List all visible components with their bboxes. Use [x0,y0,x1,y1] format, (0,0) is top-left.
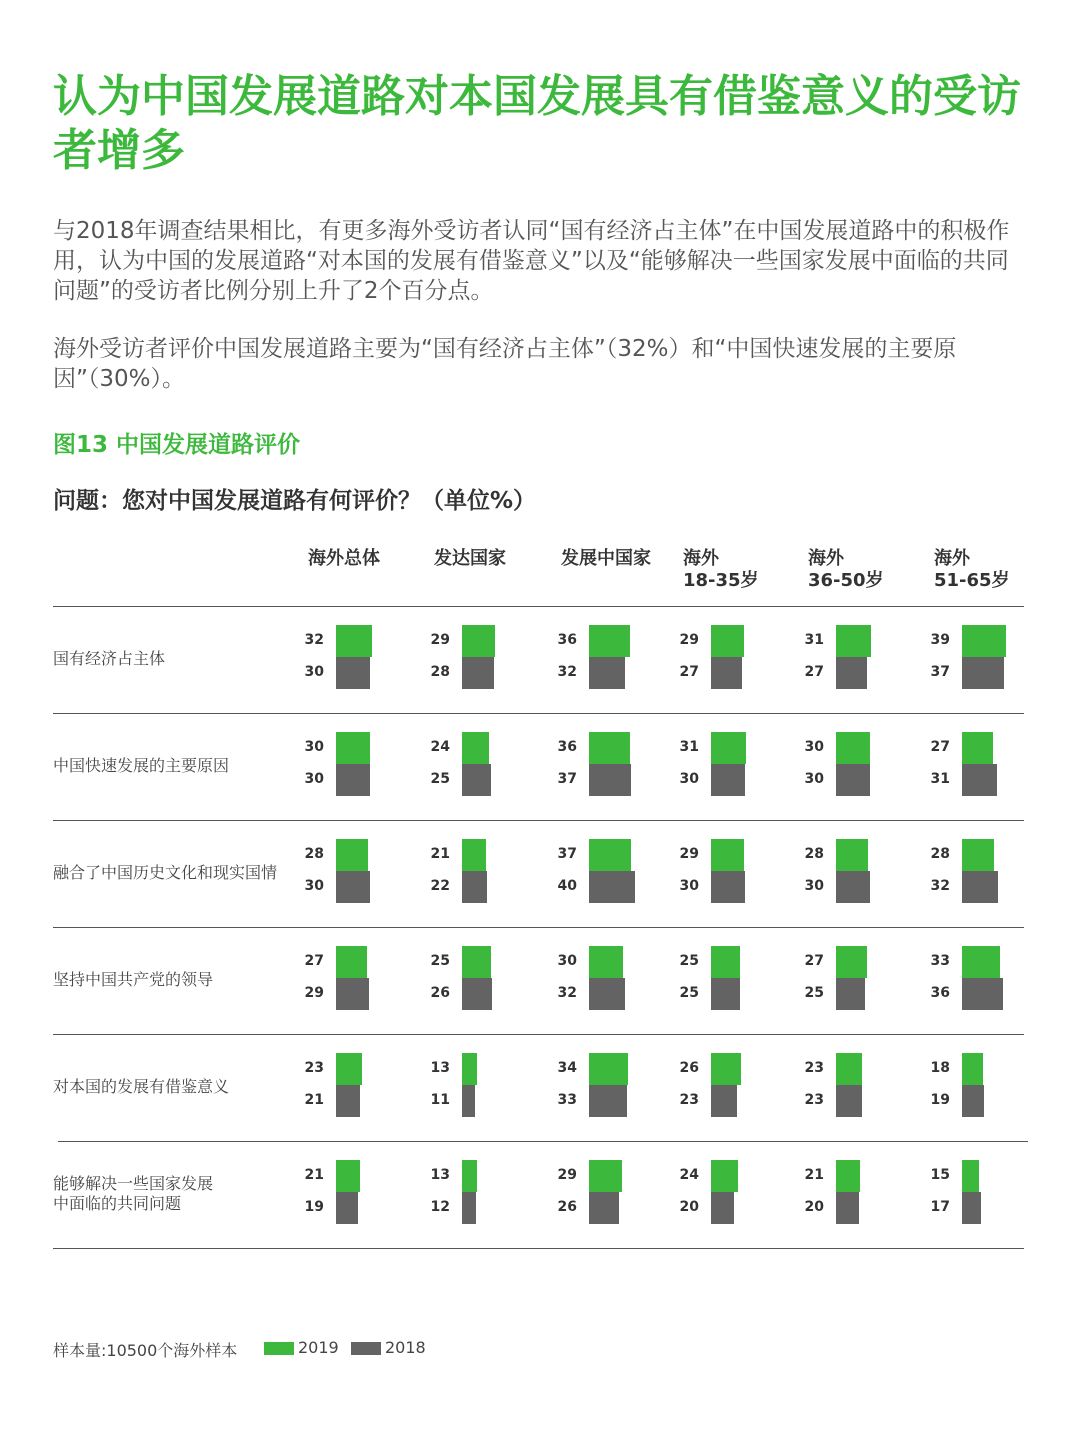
value-label-2019-r1-c4: 30 [804,739,824,755]
value-label-2018-r0-c5: 37 [930,664,950,680]
bar-2019-r2-c0 [336,839,368,871]
value-label-2018-r2-c4: 30 [804,878,824,894]
bar-2018-r2-c2 [589,871,635,903]
bar-2019-r0-c2 [589,625,630,657]
value-label-2018-r3-c2: 32 [557,985,577,1001]
page-title: 认为中国发展道路对本国发展具有借鉴意义的受访者增多 [53,71,1021,176]
value-label-2018-r4-c0: 21 [304,1092,324,1108]
bar-2018-r0-c4 [836,657,867,689]
value-label-2019-r3-c1: 25 [430,953,450,969]
value-label-2019-r4-c5: 18 [930,1060,950,1076]
bar-2018-r5-c5 [962,1192,981,1224]
value-label-2019-r2-c4: 28 [804,846,824,862]
value-label-2018-r5-c3: 20 [679,1199,699,1215]
separator-2 [53,927,1024,928]
value-label-2018-r0-c1: 28 [430,664,450,680]
bar-2018-r5-c0 [336,1192,358,1224]
value-label-2019-r5-c3: 24 [679,1167,699,1183]
value-label-2018-r2-c0: 30 [304,878,324,894]
value-label-2019-r1-c3: 31 [679,739,699,755]
bar-2018-r5-c3 [711,1192,734,1224]
value-label-2019-r3-c5: 33 [930,953,950,969]
value-label-2018-r4-c1: 11 [430,1092,450,1108]
value-label-2018-r0-c4: 27 [804,664,824,680]
value-label-2019-r1-c1: 24 [430,739,450,755]
bar-2019-r2-c2 [589,839,631,871]
separator-0 [53,713,1024,714]
bar-2018-r5-c1 [462,1192,476,1224]
bar-2019-r3-c3 [711,946,740,978]
value-label-2018-r0-c3: 27 [679,664,699,680]
value-label-2019-r2-c2: 37 [557,846,577,862]
bar-2018-r0-c1 [462,657,494,689]
value-label-2019-r5-c1: 13 [430,1167,450,1183]
value-label-2019-r5-c5: 15 [930,1167,950,1183]
column-header-4: 海外 36-50岁 [808,548,884,591]
value-label-2018-r5-c5: 17 [930,1199,950,1215]
value-label-2018-r3-c1: 26 [430,985,450,1001]
value-label-2019-r4-c0: 23 [304,1060,324,1076]
value-label-2019-r0-c4: 31 [804,632,824,648]
value-label-2018-r4-c2: 33 [557,1092,577,1108]
bar-2018-r2-c5 [962,871,998,903]
bar-2019-r5-c1 [462,1160,477,1192]
bar-2018-r4-c5 [962,1085,984,1117]
value-label-2018-r2-c1: 22 [430,878,450,894]
bar-2019-r0-c3 [711,625,744,657]
value-label-2019-r4-c2: 34 [557,1060,577,1076]
value-label-2018-r1-c4: 30 [804,771,824,787]
value-label-2019-r1-c0: 30 [304,739,324,755]
value-label-2018-r1-c1: 25 [430,771,450,787]
bar-2018-r0-c0 [336,657,370,689]
bar-2019-r0-c5 [962,625,1006,657]
column-header-3: 海外 18-35岁 [683,548,759,591]
bar-2019-r3-c4 [836,946,867,978]
bar-2019-r4-c4 [836,1053,862,1085]
bar-2019-r5-c4 [836,1160,860,1192]
value-label-2018-r1-c2: 37 [557,771,577,787]
legend-label-2018: 2018 [385,1338,426,1357]
column-header-1: 发达国家 [434,548,506,569]
legend-swatch-2018 [351,1342,381,1355]
value-label-2019-r3-c0: 27 [304,953,324,969]
value-label-2019-r3-c3: 25 [679,953,699,969]
bar-2019-r4-c2 [589,1053,628,1085]
bar-2018-r3-c2 [589,978,625,1010]
bar-2018-r2-c0 [336,871,370,903]
intro-paragraph: 与2018年调查结果相比，有更多海外受访者认同“国有经济占主体”在中国发展道路中的积极作用，认为中国的发展道路“对本国的发展有借鉴意义”以及“能够解决一些国家发展中面临的共同问题”的受访者比例分别上升了2个百分点。 [53,218,1010,304]
bar-2019-r1-c0 [336,732,370,764]
separator-5 [53,1248,1024,1249]
value-label-2018-r4-c4: 23 [804,1092,824,1108]
value-label-2019-r4-c4: 23 [804,1060,824,1076]
bar-2019-r4-c3 [711,1053,741,1085]
bar-2018-r0-c3 [711,657,742,689]
bar-2018-r3-c0 [336,978,369,1010]
value-label-2018-r5-c0: 19 [304,1199,324,1215]
value-label-2019-r0-c2: 36 [557,632,577,648]
value-label-2019-r2-c1: 21 [430,846,450,862]
row-label-0: 国有经济占主体 [53,649,166,668]
bar-2019-r5-c2 [589,1160,622,1192]
value-label-2019-r4-c1: 13 [430,1060,450,1076]
row-label-1: 中国快速发展的主要原因 [53,756,230,775]
bar-2019-r3-c1 [462,946,491,978]
bar-2019-r5-c3 [711,1160,738,1192]
bar-2018-r1-c4 [836,764,870,796]
bar-2019-r2-c5 [962,839,994,871]
summary-paragraph: 海外受访者评价中国发展道路主要为“国有经济占主体”（32%）和“中国快速发展的主要原因”（30%）。 [53,336,957,392]
value-label-2019-r4-c3: 26 [679,1060,699,1076]
value-label-2019-r0-c0: 32 [304,632,324,648]
value-label-2019-r2-c5: 28 [930,846,950,862]
separator-4 [58,1141,1028,1142]
bar-2018-r1-c1 [462,764,491,796]
bar-2019-r1-c4 [836,732,870,764]
bar-2018-r0-c5 [962,657,1004,689]
value-label-2019-r5-c2: 29 [557,1167,577,1183]
column-header-2: 发展中国家 [561,548,651,569]
bar-2019-r5-c0 [336,1160,360,1192]
value-label-2019-r2-c3: 29 [679,846,699,862]
bar-2018-r0-c2 [589,657,625,689]
bar-2018-r4-c4 [836,1085,862,1117]
value-label-2018-r3-c0: 29 [304,985,324,1001]
bar-2019-r1-c3 [711,732,746,764]
bar-2018-r4-c3 [711,1085,737,1117]
bar-2019-r0-c4 [836,625,871,657]
bar-2019-r2-c1 [462,839,486,871]
separator-top [53,606,1024,607]
bar-2019-r4-c0 [336,1053,362,1085]
bar-2018-r1-c3 [711,764,745,796]
bar-2019-r5-c5 [962,1160,979,1192]
bar-2018-r4-c1 [462,1085,475,1117]
value-label-2019-r5-c0: 21 [304,1167,324,1183]
value-label-2019-r5-c4: 21 [804,1167,824,1183]
bar-2018-r2-c1 [462,871,487,903]
value-label-2018-r1-c0: 30 [304,771,324,787]
value-label-2019-r3-c4: 27 [804,953,824,969]
row-label-4: 对本国的发展有借鉴意义 [53,1077,230,1096]
bar-2018-r4-c2 [589,1085,627,1117]
value-label-2018-r0-c2: 32 [557,664,577,680]
value-label-2018-r5-c2: 26 [557,1199,577,1215]
bar-2018-r3-c5 [962,978,1003,1010]
value-label-2018-r5-c4: 20 [804,1199,824,1215]
bar-2019-r3-c2 [589,946,623,978]
value-label-2018-r5-c1: 12 [430,1199,450,1215]
bar-2019-r2-c4 [836,839,868,871]
sample-size-note: 样本量:10500个海外样本 [53,1341,238,1360]
bar-2018-r5-c4 [836,1192,859,1224]
value-label-2018-r1-c3: 30 [679,771,699,787]
separator-1 [53,820,1024,821]
row-label-3: 坚持中国共产党的领导 [53,970,214,989]
value-label-2019-r0-c3: 29 [679,632,699,648]
value-label-2019-r0-c1: 29 [430,632,450,648]
bar-2019-r2-c3 [711,839,744,871]
chart-question: 问题：您对中国发展道路有何评价？（单位%） [53,488,537,514]
bar-2018-r3-c4 [836,978,865,1010]
bar-2018-r3-c1 [462,978,492,1010]
value-label-2019-r0-c5: 39 [930,632,950,648]
bar-2019-r1-c1 [462,732,489,764]
bar-2019-r0-c0 [336,625,372,657]
bar-2019-r3-c5 [962,946,1000,978]
bar-2018-r5-c2 [589,1192,619,1224]
value-label-2018-r2-c3: 30 [679,878,699,894]
value-label-2019-r1-c5: 27 [930,739,950,755]
bar-2019-r1-c2 [589,732,630,764]
bar-2019-r0-c1 [462,625,495,657]
value-label-2019-r1-c2: 36 [557,739,577,755]
value-label-2019-r3-c2: 30 [557,953,577,969]
value-label-2018-r2-c2: 40 [557,878,577,894]
bar-2018-r4-c0 [336,1085,360,1117]
row-label-2: 融合了中国历史文化和现实国情 [53,863,278,882]
value-label-2018-r1-c5: 31 [930,771,950,787]
value-label-2018-r4-c5: 19 [930,1092,950,1108]
bar-2019-r1-c5 [962,732,993,764]
bar-2018-r2-c3 [711,871,745,903]
value-label-2019-r2-c0: 28 [304,846,324,862]
column-header-0: 海外总体 [308,548,380,569]
bar-2018-r1-c5 [962,764,997,796]
column-header-5: 海外 51-65岁 [934,548,1010,591]
value-label-2018-r0-c0: 30 [304,664,324,680]
figure-title: 图13 中国发展道路评价 [53,432,301,458]
bar-2018-r1-c0 [336,764,370,796]
separator-3 [53,1034,1024,1035]
bar-2018-r1-c2 [589,764,631,796]
bar-2019-r4-c1 [462,1053,477,1085]
bar-2019-r3-c0 [336,946,367,978]
value-label-2018-r2-c5: 32 [930,878,950,894]
bar-2019-r4-c5 [962,1053,983,1085]
bar-2018-r2-c4 [836,871,870,903]
legend-swatch-2019 [264,1342,294,1355]
row-label-5: 能够解决一些国家发展 中面临的共同问题 [53,1174,214,1213]
value-label-2018-r3-c5: 36 [930,985,950,1001]
value-label-2018-r4-c3: 23 [679,1092,699,1108]
value-label-2018-r3-c3: 25 [679,985,699,1001]
legend-label-2019: 2019 [298,1338,339,1357]
value-label-2018-r3-c4: 25 [804,985,824,1001]
bar-2018-r3-c3 [711,978,740,1010]
